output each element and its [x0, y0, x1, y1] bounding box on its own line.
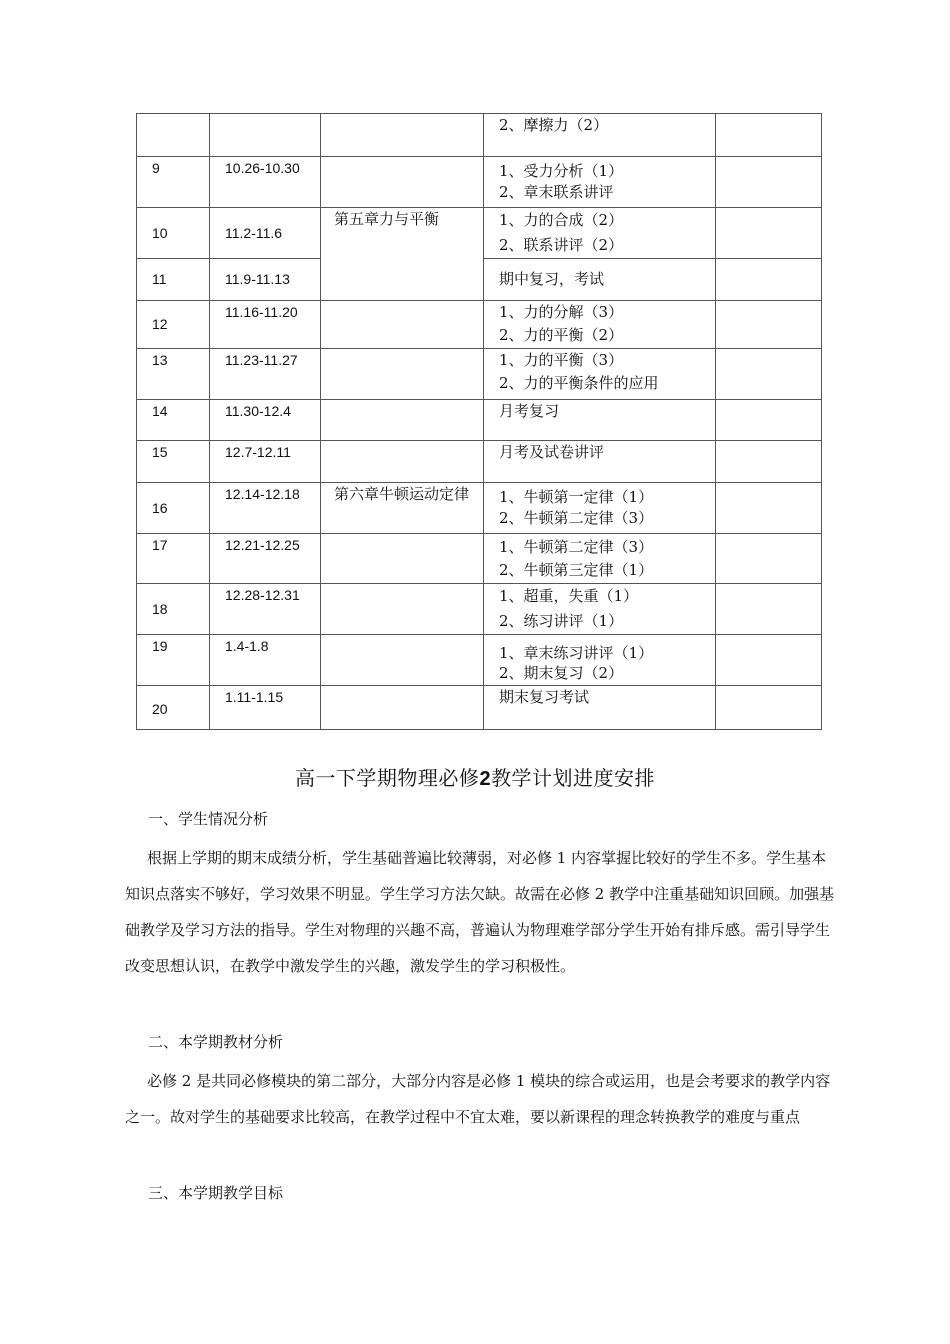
dates-cell: 12.14-12.18	[210, 483, 321, 534]
chapter-cell	[321, 635, 484, 686]
table-row	[137, 635, 822, 686]
dates-cell: 11.16-11.20	[210, 301, 321, 349]
section-paragraph: 根据上学期的期末成绩分析，学生基础普遍比较薄弱，对必修 1 内容掌握比较好的学生不多。学生基本知识点落实不够好，学习效果不明显。学生学习方法欠缺。故需在必修 2 教学中注重基础知识回顾。加强基础教学及学习方法的指导。学生对物理的兴趣不高，普遍认为物理难学部分学生开始有排斥感。需引导学生改变思想认识，在教学中激发学生的兴趣，激发学生的学习积极性。	[125, 849, 835, 975]
week-cell: 17	[137, 534, 210, 584]
content-line: 1、受力分析（1）	[499, 162, 624, 180]
content-cell	[484, 349, 716, 400]
content-line: 1、力的平衡（3）	[499, 351, 624, 369]
content-cell	[484, 483, 716, 534]
week-cell: 9	[137, 157, 210, 208]
week-cell: 20	[137, 686, 210, 730]
week-cell: 16	[137, 483, 210, 534]
week-cell: 14	[137, 400, 210, 441]
content-line: 1、力的合成（2）	[499, 211, 624, 229]
dates-cell: 11.2-11.6	[210, 208, 321, 259]
chapter-cell	[321, 114, 484, 157]
content-cell	[484, 635, 716, 686]
week-cell: 18	[137, 584, 210, 635]
week-cell: 13	[137, 349, 210, 400]
chapter-cell	[321, 584, 484, 635]
content-cell	[484, 400, 716, 441]
chapter-cell: 第六章牛顿运动定律	[321, 483, 484, 534]
content-line: 2、章末联系讲评	[499, 183, 614, 201]
chapter-cell	[321, 301, 484, 349]
week-cell: 19	[137, 635, 210, 686]
dates-cell: 10.26-10.30	[210, 157, 321, 208]
dates-cell: 12.7-12.11	[210, 441, 321, 483]
table-row	[137, 534, 822, 584]
section-heading: 二、本学期教材分析	[148, 1033, 284, 1051]
note-cell	[716, 483, 822, 534]
table-row	[137, 483, 822, 534]
note-cell	[716, 114, 822, 157]
content-line: 1、牛顿第一定律（1）	[499, 488, 654, 506]
title-number: 2	[479, 768, 492, 790]
content-cell	[484, 584, 716, 635]
note-cell	[716, 208, 822, 259]
document-title	[0, 762, 950, 791]
week-cell	[137, 114, 210, 157]
note-cell	[716, 301, 822, 349]
content-cell	[484, 686, 716, 730]
section-heading: 一、学生情况分析	[148, 810, 269, 828]
chapter-cell	[321, 686, 484, 730]
content-line: 1、章末练习讲评（1）	[499, 644, 654, 662]
content-line: 月考复习	[499, 402, 560, 420]
chapter-cell	[321, 441, 484, 483]
week-cell: 15	[137, 441, 210, 483]
content-line: 1、牛顿第二定律（3）	[499, 537, 654, 556]
dates-cell: 1.4-1.8	[210, 635, 321, 686]
dates-cell: 11.30-12.4	[210, 400, 321, 441]
dates-cell: 1.11-1.15	[210, 686, 321, 730]
table-row	[137, 441, 822, 483]
week-cell: 12	[137, 301, 210, 349]
note-cell	[716, 584, 822, 635]
content-line: 2、期末复习（2）	[499, 664, 624, 682]
table-row	[137, 114, 822, 157]
chapter-cell: 第五章力与平衡	[321, 208, 484, 301]
content-line: 2、练习讲评（1）	[499, 612, 624, 630]
content-line: 2、牛顿第三定律（1）	[499, 560, 654, 579]
dates-cell	[210, 114, 321, 157]
note-cell	[716, 400, 822, 441]
content-line: 期中复习，考试	[499, 270, 605, 288]
table-row	[137, 400, 822, 441]
title-suffix: 教学计划进度安排	[491, 766, 656, 790]
content-cell	[484, 208, 716, 259]
note-cell	[716, 534, 822, 584]
table-row	[137, 208, 822, 259]
chapter-cell	[321, 157, 484, 208]
dates-cell: 12.28-12.31	[210, 584, 321, 635]
chapter-cell	[321, 534, 484, 584]
dates-cell: 11.9-11.13	[210, 259, 321, 301]
note-cell	[716, 441, 822, 483]
content-line: 2、牛顿第二定律（3）	[499, 509, 654, 527]
content-line: 期末复习考试	[499, 688, 590, 706]
section-heading: 三、本学期教学目标	[148, 1184, 284, 1202]
content-line: 2、力的平衡条件的应用	[499, 374, 659, 392]
note-cell	[716, 259, 822, 301]
chapter-cell	[321, 349, 484, 400]
content-cell	[484, 441, 716, 483]
content-cell	[484, 301, 716, 349]
content-cell	[484, 259, 716, 301]
dates-cell: 11.23-11.27	[210, 349, 321, 400]
content-line: 2、联系讲评（2）	[499, 236, 624, 254]
content-line: 1、力的分解（3）	[499, 303, 624, 321]
content-line: 2、力的平衡（2）	[499, 326, 624, 344]
note-cell	[716, 686, 822, 730]
schedule-table	[136, 113, 822, 730]
note-cell	[716, 349, 822, 400]
content-line: 2、摩擦力（2）	[499, 116, 609, 134]
table-row	[137, 301, 822, 349]
table-row	[137, 157, 822, 208]
week-cell: 11	[137, 259, 210, 301]
content-cell	[484, 114, 716, 157]
section-paragraph: 必修 2 是共同必修模块的第二部分，大部分内容是必修 1 模块的综合或运用，也是会考要求的教学内容之一。故对学生的基础要求比较高，在教学过程中不宜太难，要以新课程的理念转换教学的难度与重点	[125, 1072, 831, 1126]
dates-cell: 12.21-12.25	[210, 534, 321, 584]
title-prefix: 高一下学期物理必修	[294, 766, 480, 790]
content-line: 1、超重，失重（1）	[499, 587, 639, 605]
note-cell	[716, 635, 822, 686]
content-cell	[484, 157, 716, 208]
content-cell	[484, 534, 716, 584]
content-line: 月考及试卷讲评	[499, 443, 605, 461]
table-row	[137, 686, 822, 730]
week-cell: 10	[137, 208, 210, 259]
note-cell	[716, 157, 822, 208]
table-row	[137, 584, 822, 635]
table-row	[137, 349, 822, 400]
chapter-cell	[321, 400, 484, 441]
